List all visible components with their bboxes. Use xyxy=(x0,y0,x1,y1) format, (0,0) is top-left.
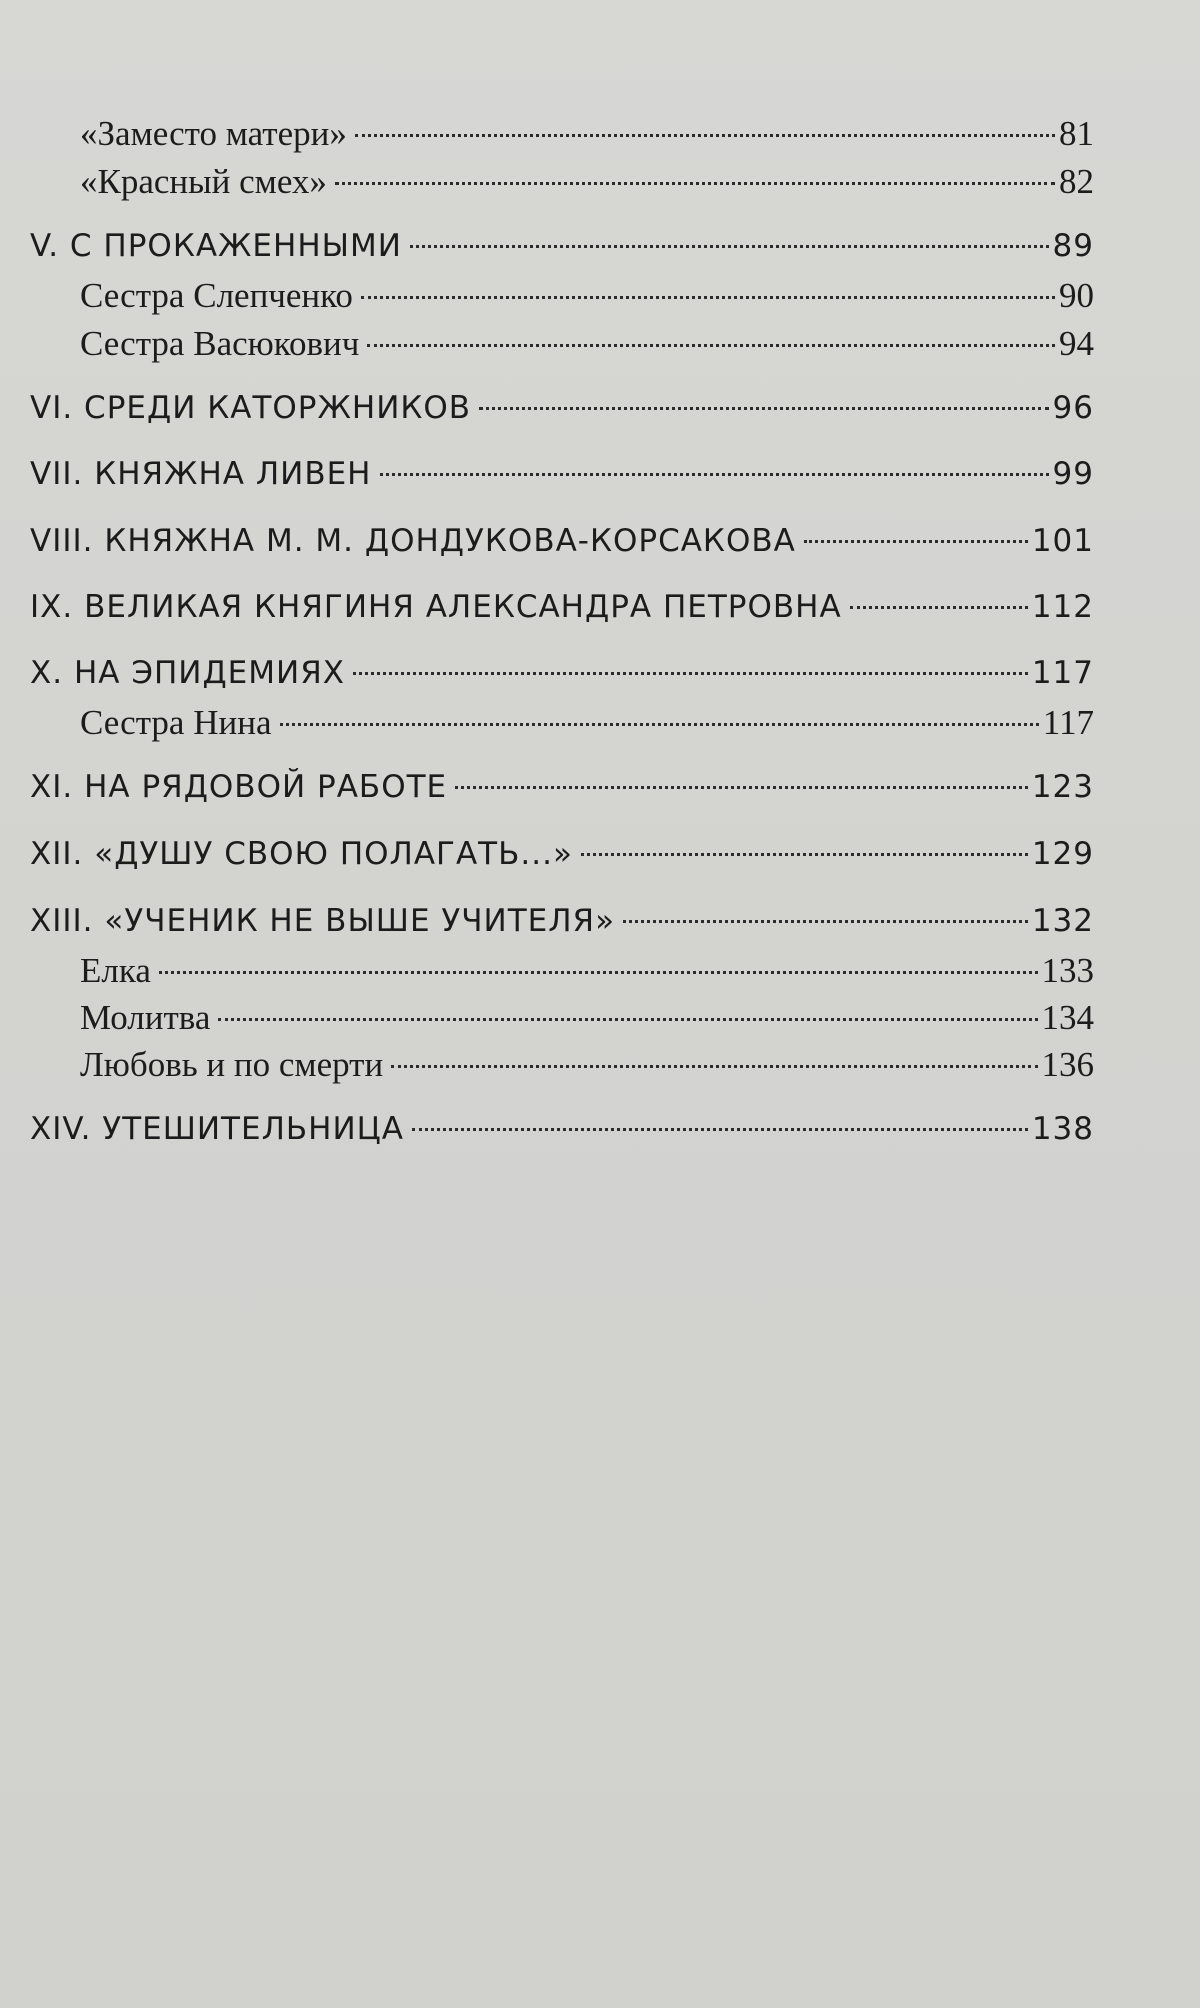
dot-leader xyxy=(280,723,1039,726)
toc-chapter-title: VII. КНЯЖНА ЛИВЕН xyxy=(30,456,372,492)
toc-entry-page: 136 xyxy=(1041,1045,1094,1084)
toc-entry-title: Сестра Васюкович xyxy=(80,324,360,363)
dot-leader xyxy=(159,971,1038,974)
toc-entry[interactable] xyxy=(80,951,1094,995)
toc-entry[interactable] xyxy=(80,1045,1094,1089)
toc-chapter-title: XI. НА РЯДОВОЙ РАБОТЕ xyxy=(30,769,448,805)
dot-leader xyxy=(410,245,1049,248)
dot-leader xyxy=(218,1018,1037,1021)
dot-leader xyxy=(850,606,1028,609)
toc-entry[interactable] xyxy=(80,703,1094,747)
dot-leader xyxy=(361,296,1055,299)
toc-chapter[interactable] xyxy=(30,228,1094,272)
toc-chapter-title: XIV. УТЕШИТЕЛЬНИЦА xyxy=(30,1111,404,1147)
toc-entry-page: 90 xyxy=(1059,276,1094,315)
toc-chapter-page: 89 xyxy=(1052,228,1094,264)
dot-leader xyxy=(335,182,1055,185)
toc-entry-page: 81 xyxy=(1059,114,1094,153)
toc-entry[interactable] xyxy=(80,324,1094,368)
toc-chapter-page: 138 xyxy=(1031,1111,1094,1147)
toc-chapter-title: X. НА ЭПИДЕМИЯХ xyxy=(30,655,345,691)
toc-chapter-page: 117 xyxy=(1031,655,1094,691)
toc-chapter[interactable] xyxy=(30,903,1094,947)
dot-leader xyxy=(804,540,1028,543)
toc-chapter[interactable] xyxy=(30,523,1094,567)
toc-chapter[interactable] xyxy=(30,456,1094,500)
toc-chapter-title: XIII. «УЧЕНИК НЕ ВЫШЕ УЧИТЕЛЯ» xyxy=(30,903,616,939)
toc-entry[interactable] xyxy=(80,162,1094,206)
toc-chapter-title: VIII. КНЯЖНА М. М. ДОНДУКОВА-КОРСАКОВА xyxy=(30,523,796,559)
dot-leader xyxy=(380,473,1049,476)
toc-entry-page: 134 xyxy=(1041,998,1094,1037)
toc-entry[interactable] xyxy=(80,998,1094,1042)
toc-chapter-title: VI. СРЕДИ КАТОРЖНИКОВ xyxy=(30,390,472,426)
toc-entry-page: 94 xyxy=(1059,324,1094,363)
dot-leader xyxy=(391,1065,1037,1068)
dot-leader xyxy=(412,1128,1028,1131)
dot-leader xyxy=(623,920,1028,923)
dot-leader xyxy=(353,672,1028,675)
dot-leader xyxy=(455,786,1028,789)
toc-chapter-page: 132 xyxy=(1031,903,1094,939)
toc-chapter-page: 96 xyxy=(1052,390,1094,426)
toc-chapter[interactable] xyxy=(30,769,1094,813)
dot-leader xyxy=(479,407,1048,410)
toc-chapter-title: XII. «ДУШУ СВОЮ ПОЛАГАТЬ...» xyxy=(30,836,573,872)
toc-chapter[interactable] xyxy=(30,390,1094,434)
toc-chapter-page: 123 xyxy=(1031,769,1094,805)
toc-chapter[interactable] xyxy=(30,836,1094,880)
toc-entry-title: Сестра Нина xyxy=(80,703,272,742)
toc-entry-title: Любовь и по смерти xyxy=(80,1045,384,1084)
toc-entry-page: 133 xyxy=(1041,951,1094,990)
dot-leader xyxy=(367,344,1055,347)
toc-entry[interactable] xyxy=(80,276,1094,320)
dot-leader xyxy=(355,134,1055,137)
toc-entry-page: 82 xyxy=(1059,162,1094,201)
toc-entry-title: Сестра Слепченко xyxy=(80,276,353,315)
toc-chapter-page: 112 xyxy=(1031,589,1094,625)
toc-entry-page: 117 xyxy=(1042,703,1094,742)
toc-chapter-page: 129 xyxy=(1031,836,1094,872)
toc-entry-title: Молитва xyxy=(80,998,211,1037)
toc-chapter[interactable] xyxy=(30,589,1094,633)
dot-leader xyxy=(581,853,1028,856)
toc-chapter-title: V. С ПРОКАЖЕННЫМИ xyxy=(30,228,402,264)
toc-chapter-page: 99 xyxy=(1052,456,1094,492)
toc-chapter-title: IX. ВЕЛИКАЯ КНЯГИНЯ АЛЕКСАНДРА ПЕТРОВНА xyxy=(30,589,842,625)
toc-entry-title: Елка xyxy=(80,951,151,990)
toc-chapter[interactable] xyxy=(30,1111,1094,1155)
toc-chapter-page: 101 xyxy=(1031,523,1094,559)
toc-entry-title: «Заместо матери» xyxy=(80,114,347,153)
toc-entry-title: «Красный смех» xyxy=(80,162,327,201)
toc-chapter[interactable] xyxy=(30,655,1094,699)
toc-entry[interactable] xyxy=(80,114,1094,158)
